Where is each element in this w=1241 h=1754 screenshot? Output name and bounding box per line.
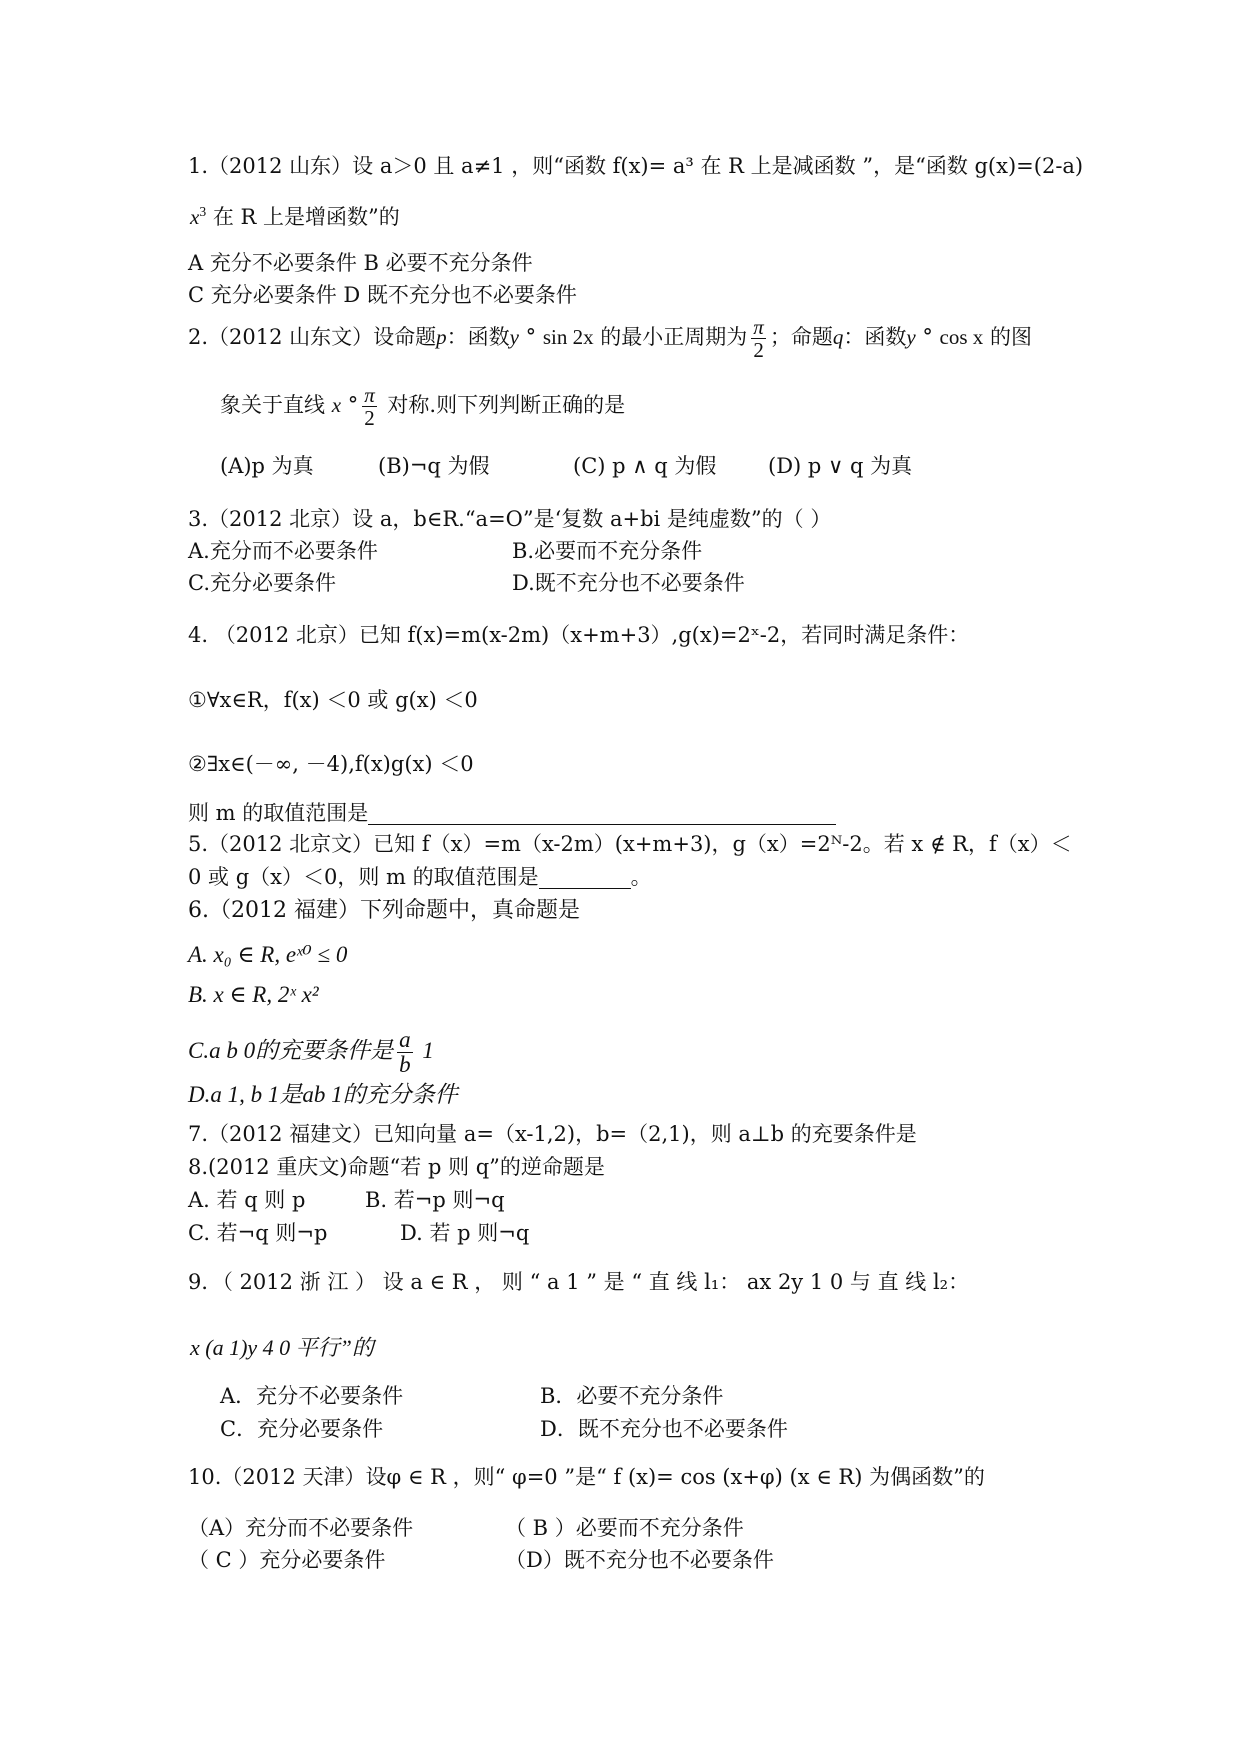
q4-ask <box>188 800 836 825</box>
q9-option-d: D．既不充分也不必要条件 <box>540 1417 788 1441</box>
q2-fraction-pi-over-2-b: $\frac{\pi}{2}$ <box>364 383 375 431</box>
q2-prop-p: p <box>436 325 447 350</box>
q6-option-d: D.a 1, b 1是ab 1的充分条件 <box>188 1082 458 1107</box>
q2-text-4: ：函数 <box>843 325 907 350</box>
q2-sin-expr: sin 2x <box>542 325 594 350</box>
q10-option-c: （ C ）充分必要条件 <box>188 1548 386 1572</box>
q2-option-d: (D) p ∨ q 为真 <box>768 454 913 478</box>
q1-var-x: x <box>190 205 200 229</box>
q9-stem-line1: 9．（ 2012 浙 江 ） 设 a ∈ R ， 则 “ a 1 ” 是 “ 直 线 l₁： ax 2y 1 0 与 直 线 l₂： <box>188 1270 970 1294</box>
q4-condition-2: ②∃x∈(－∞, －4),f(x)g(x) ＜0 <box>188 752 474 776</box>
q1-stem-line1: 1.（2012 山东）设 a＞0 且 a≠1 ，则“函数 f(x)= a³ 在 R 上是减函数 ”，是“函数 g(x)=(2-a) <box>188 154 1084 178</box>
q2-text-3: ；命题 <box>769 325 833 350</box>
q8-option-d: D. 若 p 则¬q <box>400 1221 530 1245</box>
q2-prefix: 2.（2012 山东文）设命题 <box>188 325 437 350</box>
q3-option-b: B.必要而不充分条件 <box>512 539 703 563</box>
q2-fraction-pi-over-2: $\frac{\pi}{2}$ <box>753 315 764 363</box>
q5-line2-end: 。 <box>630 865 652 889</box>
q5-stem-line1: 5.（2012 北京文）已知 f（x）=m（x-2m）(x+m+3)，g（x）=2ᴺ-2。若 x ∉ R，f（x）＜ <box>188 832 1072 856</box>
q6-option-c-end: 1 <box>416 1037 434 1063</box>
q4-answer-blank[interactable] <box>368 800 836 825</box>
q4-condition-1: ①∀x∈R，f(x) ＜0 或 g(x) ＜0 <box>188 688 478 712</box>
q2-prop-q: q <box>832 325 844 350</box>
q2-option-a: (A)p 为真 <box>220 454 314 478</box>
q9-option-b: B．必要不充分条件 <box>540 1384 724 1408</box>
q8-option-b: B. 若¬p 则¬q <box>365 1188 505 1212</box>
q2-option-c: (C) p ∧ q 为假 <box>573 454 717 478</box>
q9-option-a: A．充分不必要条件 <box>220 1384 404 1408</box>
q2-text-end: 的图 <box>983 325 1032 350</box>
q2-stem-line2: 象关于直线 x ° $\frac{\pi}{2}$ 对称.则下列判断正确的是 <box>220 383 626 431</box>
q4-ask-text: 则 m 的取值范围是 <box>188 801 369 825</box>
q2-var-y2: y <box>906 325 916 350</box>
q6-option-b: B. x ∈ R, 2ˣ x² <box>188 982 319 1007</box>
q1-stem-line2-text: 在 R 上是增函数”的 <box>206 205 400 229</box>
q6-option-a: A. x₀ ∈ R, eˣ⁰ ≤ 0 <box>188 942 348 967</box>
q2-var-y1: y <box>509 325 519 350</box>
q3-stem: 3.（2012 北京）设 a，b∈R.“a=O”是‘复数 a+bi 是纯虚数”的（ ） <box>188 507 832 531</box>
q1-stem-line2 <box>190 204 400 229</box>
q1-exponent: 3 <box>199 204 207 219</box>
q2-line2-prefix: 象关于直线 <box>220 393 325 418</box>
q8-option-a: A. 若 q 则 p <box>188 1188 306 1212</box>
q10-option-d: （D）既不充分也不必要条件 <box>505 1548 774 1572</box>
q2-cos-expr: cos x <box>939 325 984 350</box>
q3-option-a: A.充分而不必要条件 <box>188 539 378 563</box>
q3-option-d: D.既不充分也不必要条件 <box>512 571 745 595</box>
q2-line2-end: 对称.则下列判断正确的是 <box>380 393 626 418</box>
q8-option-c: C. 若¬q 则¬p <box>188 1221 328 1245</box>
q6-option-c-text: C.a b 0的充要条件是 <box>188 1037 394 1063</box>
q7-stem: 7.（2012 福建文）已知向量 a=（x-1,2)，b=（2,1)，则 a⊥b 的充要条件是 <box>188 1122 917 1146</box>
q6-fraction-a-over-b: $\frac{a}{b}$ <box>399 1027 411 1078</box>
q8-stem: 8.(2012 重庆文)命题“若 p 则 q”的逆命题是 <box>188 1155 605 1179</box>
q5-stem-line2 <box>188 864 652 889</box>
q5-answer-blank[interactable] <box>539 864 631 889</box>
q9-stem-line2: x (a 1)y 4 0 平行”的 <box>190 1335 374 1360</box>
q10-option-b: （ B ）必要而不充分条件 <box>505 1516 744 1540</box>
q2-option-b: (B)¬q 为假 <box>378 454 490 478</box>
q6-option-c <box>188 1028 434 1077</box>
q1-options-cd: C 充分必要条件 D 既不充分也不必要条件 <box>188 283 577 307</box>
q2-var-x: x <box>331 393 342 418</box>
q9-option-c: C．充分必要条件 <box>220 1417 384 1441</box>
q6-stem: 6.（2012 福建）下列命题中，真命题是 <box>188 898 580 923</box>
q5-line2-text: 0 或 g（x）＜0，则 m 的取值范围是 <box>188 865 539 889</box>
q2-text-1: ：函数 <box>446 325 510 350</box>
q4-stem: 4. （2012 北京）已知 f(x)=m(x-2m)（x+m+3）,g(x)=2ˣ-2，若同时满足条件： <box>188 623 970 647</box>
q2-stem-line1: 2.（2012 山东文）设命题p：函数y ° sin 2x 的最小正周期为 $\frac{\pi}{2}$ ；命题q：函数y ° cos x 的图 <box>188 315 1032 363</box>
q10-option-a: （A）充分而不必要条件 <box>188 1516 414 1540</box>
q3-option-c: C.充分必要条件 <box>188 571 336 595</box>
q2-text-2: 的最小正周期为 <box>593 325 748 350</box>
q1-options-ab: A 充分不必要条件 B 必要不充分条件 <box>188 251 533 275</box>
q10-stem: 10.（2012 天津）设φ ∈ R ，则“ φ=0 ”是“ f (x)= cos (x+φ) (x ∈ R) 为偶函数”的 <box>188 1465 985 1489</box>
